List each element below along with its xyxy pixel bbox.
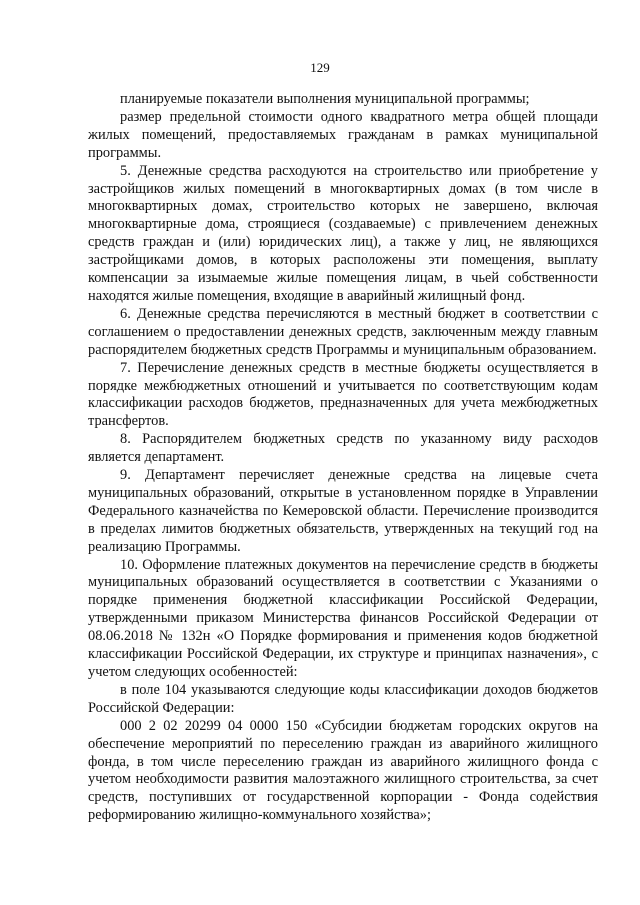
- paragraph: планируемые показатели выполнения муниципальной программы;: [120, 91, 530, 107]
- paragraph: 9. Департамент перечисляет денежные средства на лицевые счета муниципальных образований, открытые в установленном порядке в Управлении Федерального казначейства по Кемеровской области. Перечисление производится в пределах лимитов бюджетных обязательств, утвержденных на текущий год на реализацию Программы.: [88, 467, 598, 555]
- paragraph: 7. Перечисление денежных средств в местные бюджеты осуществляется в порядке межбюджетных отношений и учитывается по соответствующим кодам классификации расходов бюджетов, предназначенных для учета межбюджетных трансфертов.: [88, 359, 598, 430]
- paragraph: размер предельной стоимости одного квадратного метра общей площади жилых помещений, предоставляемых гражданам в рамках муниципальной программы.: [88, 108, 598, 161]
- paragraph: 6. Денежные средства перечисляются в местный бюджет в соответствии с соглашением о предоставлении денежных средств, заключенным между главным распорядителем бюджетных средств Программы и муниципальным образованием.: [88, 305, 598, 358]
- document-body: [88, 91, 598, 825]
- page-number: 129: [310, 60, 330, 75]
- paragraph: 000 2 02 20299 04 0000 150 «Субсидии бюджетам городских округов на обеспечение мероприятий по переселению граждан из аварийного жилищного фонда, в том числе переселению граждан из аварийного жилищного фонда с учетом необходимости развития малоэтажного жилищного строительства, за счет средств, поступивших от государственной корпорации - Фонда содействия реформированию жилищно-коммунального хозяйства»;: [88, 717, 598, 824]
- paragraph: в поле 104 указываются следующие коды классификации доходов бюджетов Российской Федерации:: [88, 681, 598, 716]
- paragraph: 5. Денежные средства расходуются на строительство или приобретение у застройщиков жилых помещений в многоквартирных домах (в том числе в многоквартирных домах, строительство которых не завершено, включая многоквартирные дома, строящиеся (создаваемые) с привлечением денежных средств граждан и (или) юридических лиц), а также у лиц, не являющихся застройщиками домов, в которых расположены эти помещения, выплату компенсации за изымаемые жилые помещения лицам, в чьей собственности находятся жилые помещения, входящие в аварийный жилищный фонд.: [88, 162, 598, 304]
- paragraph: 10. Оформление платежных документов на перечисление средств в бюджеты муниципальных образований осуществляется в соответствии с Указаниями о порядке применения бюджетной классификации Российской Федерации, утвержденными приказом Министерства финансов Российской Федерации от 08.06.2018 № 132н «О Порядке формирования и применения кодов бюджетной классификации Российской Федерации, их структуре и принципах назначения», с учетом следующих особенностей:: [88, 556, 598, 680]
- paragraph: 8. Распорядителем бюджетных средств по указанному виду расходов является департамент.: [88, 431, 598, 466]
